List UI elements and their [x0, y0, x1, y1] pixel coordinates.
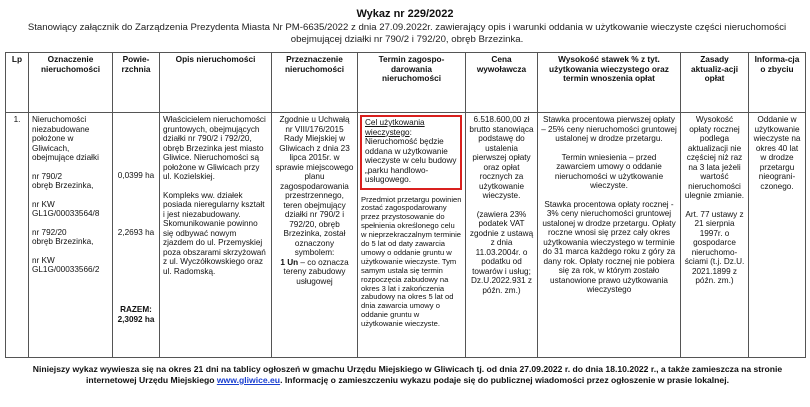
cell-cena [466, 113, 538, 358]
opis-paragraph-1: Właścicielem nieruchomości gruntowych, obejmujących działki nr 790/2 i 792/20, obręb Brzezinka jest miasto Gliwice. Nieruchomości są położone w Gliwicach przy ul. Kozielskiej. [163, 115, 266, 181]
opis-paragraph-2: Kompleks ww. działek posiada nieregularny kształt i jest niezabudowany. Skomunikowanie powinno się odbywać nowym zjazdem do ul. Przemyskiej poza obszarami skrzyżowań z ul. Wyczółkowskiego oraz ul. Radomską. [163, 190, 266, 276]
cell-opis [160, 113, 272, 358]
parcel-1-obreb: obręb Brzezinka, [32, 181, 94, 190]
footer-text-after: . Informację o zamieszczeniu wykazu podaje się do publicznej wiadomości przez ogłoszenie w prasie lokalnej. [280, 375, 729, 385]
footer-notice [20, 364, 795, 386]
cell-zasady [681, 113, 749, 358]
cena-vat-note: (zawiera 23% podatek VAT zgodnie z ustawą z dnia 11.03.2004r. o podatku od towarów i usług; Dz.U.2022.931 z późn. zm.) [469, 209, 534, 295]
area-parcel-2: 2,2693 ha [117, 227, 155, 237]
website-link[interactable]: www.gliwice.eu [216, 375, 281, 385]
area-total-value: 2,3092 ha [117, 314, 155, 324]
header-oznaczenie: Oznaczenie nieruchomości [29, 53, 113, 113]
purpose-highlight-box [360, 115, 462, 190]
area-total-label: RAZEM: [120, 305, 152, 314]
cena-value: 6.518.600,00 zł brutto stanowiąca podstawę do ustalenia pierwszej opłaty oraz opłat rocznych za użytkowanie wieczyste. [469, 115, 534, 200]
header-informacja: Informa-cja o zbyciu [749, 53, 806, 113]
stawka-annual-fee: Stawka procentowa opłaty rocznej - 3% ceny nieruchomości gruntowej ustalonej w drodze przetargu. Opłaty roczne wnosi się przez cały okres użytkowania wieczystego w terminie do 31 marca każdego roku z góry za dany rok. Opłaty rocznej nie pobiera się za rok, w którym zostało ustanowione prawo użytkowania wieczystego [542, 199, 676, 294]
table-row [6, 113, 806, 358]
zoning-symbol-description: – co oznacza tereny zabudowy usługowej [283, 257, 349, 286]
zasady-legal-basis: Art. 77 ustawy z 21 sierpnia 1997r. o gospodarce nieruchomo-ściami (t.j. Dz.U. 2021.1899 z późn. zm.) [684, 209, 745, 285]
cell-termin [358, 113, 466, 358]
parcel-1-kw: nr KW GL1G/00033564/8 [32, 199, 100, 218]
purpose-text: : Nieruchomość będzie oddana w użytkowanie wieczyste w celu budowy „parku handlowo-usługowego. [365, 127, 457, 184]
cell-powierzchnia [113, 113, 160, 358]
area-parcel-1: 0,0399 ha [117, 171, 155, 180]
stawka-first-fee: Stawka procentowa pierwszej opłaty – 25% ceny nieruchomości gruntowej ustalonej w drodze przetargu. [541, 115, 677, 143]
parcel-2-obreb: obręb Brzezinka, [32, 237, 94, 246]
purpose-title: Cel użytkowania wieczystego [365, 118, 425, 137]
termin-conditions: Przedmiot przetargu powinien zostać zagospodarowany przez przystosowanie do spełnienia określonego celu w nieprzekraczalnym terminie do 5 lat od daty zawarcia umowy o oddanie gruntu w użytkowanie wieczyste. Tym samym ustala się termin rozpoczęcia zabudowy na okres 3 lat i zakończenia zabudowy na okres 5 lat od dnia zawarcia umowy o oddanie gruntu w użytkowanie wieczyste. [361, 194, 462, 329]
header-termin: Termin zagospo-darowania nieruchomości [358, 53, 466, 113]
footer-text-before: Niniejszy wykaz wywiesza się na okres 21 dni na tablicy ogłoszeń w gmachu Urzędu Miejskiego w Gliwicach tj. od dnia 27.09.2022 r. do dnia 18.10.2022 r., a także zamieszcza na stronie internetowej Urzędu Miejskiego [32, 364, 783, 385]
parcel-2-number: nr 792/20 [32, 227, 67, 237]
header-stawka: Wysokość stawek % z tyt. użytkowania wieczystego oraz termin wnoszenia opłat [538, 53, 681, 113]
header-cena: Cena wywoławcza [466, 53, 538, 113]
header-zasady: Zasady aktualiz-acji opłat [681, 53, 749, 113]
property-table [5, 52, 806, 358]
cell-oznaczenie [29, 113, 113, 358]
document-title: Wykaz nr 229/2022 [356, 8, 454, 20]
header-opis: Opis nieruchomości [160, 53, 272, 113]
header-powierzchnia: Powie-rzchnia [113, 53, 160, 113]
parcel-1-number: nr 790/2 [32, 171, 63, 181]
document-subtitle: Stanowiący załącznik do Zarządzenia Prezydenta Miasta Nr PM-6635/2022 z dnia 27.09.2022r. zawierający opis i warunki oddania w użytkowanie wieczyste części nieruchomości obejmującej działki nr 790/2 i 792/20, obręb Brzezinka. [27, 22, 787, 45]
przeznaczenie-text: Zgodnie u Uchwałą nr VIII/176/2015 Rady Miejskiej w Gliwicach z dnia 23 lipca 2015r. w sprawie miejscowego planu zagospodarowania przestrzennego, teren obejmujący działki nr 790/2 i 792/20, obręb Brzezinka, został oznaczony symbolem: [275, 115, 354, 257]
cell-przeznaczenie [272, 113, 358, 358]
cell-informacja: Oddanie w użytkowanie wieczyste na okres 40 lat w drodze przetargu nieograni-czonego. [749, 113, 806, 358]
table-header-row [6, 53, 806, 113]
cell-stawka [538, 113, 681, 358]
stawka-payment-deadline: Termin wniesienia – przed zawarciem umowy o oddanie nieruchomości w użytkowanie wieczyste. [554, 152, 664, 190]
zoning-symbol: 1 Un [280, 257, 299, 267]
cell-lp: 1. [6, 113, 29, 358]
parcel-2-kw: nr KW GL1G/00033566/2 [32, 255, 100, 274]
oznaczenie-intro: Nieruchomości niezabudowane położone w Gliwicach, obejmujące działki [32, 115, 99, 162]
header-lp: Lp [6, 53, 29, 113]
header-przeznaczenie: Przeznaczenie nieruchomości [272, 53, 358, 113]
zasady-update-rule: Wysokość opłaty rocznej podlega aktualizacji nie częściej niż raz na 3 lata jeżeli wartość nieruchomości ulegnie zmianie. [684, 115, 745, 200]
